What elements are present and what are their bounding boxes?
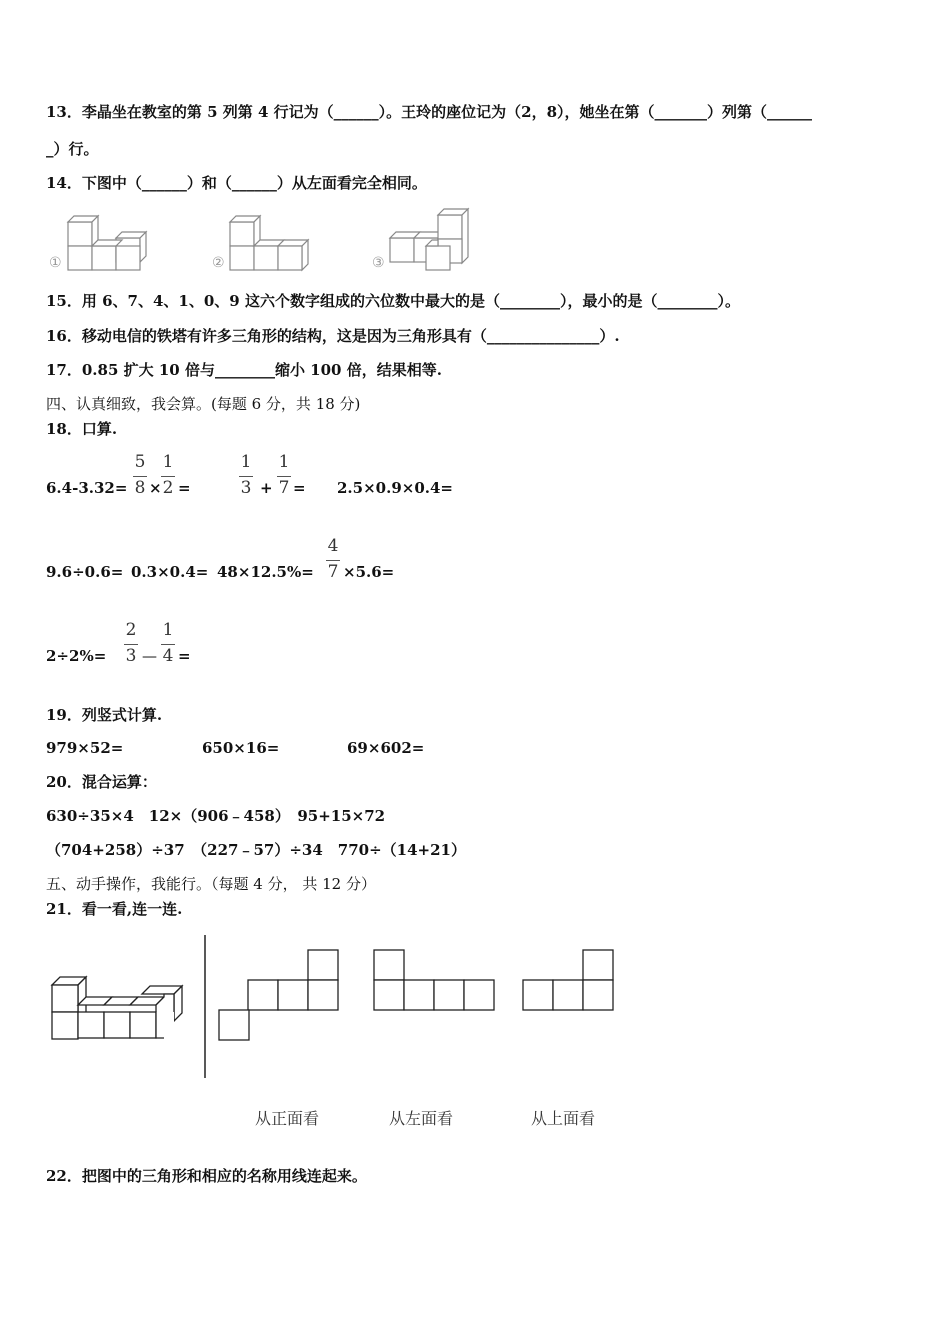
q15-text: 15．用 6、7、4、1、0、9 这六个数字组成的六位数中最大的是（________），最小的是（________）。 — [46, 292, 740, 310]
q20-title: 20．混合运算： — [46, 773, 157, 791]
q21-view-shape-1 — [218, 949, 340, 1041]
q18-r1-eq2: = — [293, 479, 306, 497]
q18-r2-f-den: 7 — [327, 562, 339, 582]
q14-label-1: ① — [49, 255, 62, 271]
q19-item-1: 979×52= — [46, 739, 124, 757]
q14-figure-3 — [370, 205, 485, 275]
q18-r1-f3-num: 1 — [240, 452, 252, 472]
q18-r2-f-num: 4 — [327, 536, 339, 556]
q19-item-2: 650×16= — [202, 739, 280, 757]
q13-line1: 13．李晶坐在教室的第 5 列第 4 行记为（______）。王玲的座位记为（2，8），她坐在第（_______）列第（______ — [46, 103, 813, 121]
section5-title: 五、动手操作，我能行。（每题 4 分， 共 12 分） — [46, 875, 376, 893]
q20-row1: 630÷35×4 12×（906﹣458） 95+15×72 — [46, 807, 386, 825]
q14-label-2: ② — [212, 255, 225, 271]
q18-r1-f2-num: 1 — [162, 452, 174, 472]
q18-r1-f1-num: 5 — [134, 452, 146, 472]
q18-r2-c: 48×12.5%= — [217, 563, 314, 581]
q18-r1-f2-den: 2 — [162, 478, 174, 498]
q21-3d-figure — [46, 970, 186, 1045]
q18-r3-f1-den: 3 — [125, 646, 137, 666]
q18-r3-minus: — — [142, 647, 157, 665]
q18-title: 18．口算. — [46, 420, 118, 438]
q21-caption-left: 从左面看 — [389, 1109, 454, 1128]
q14-figure-1 — [46, 205, 161, 275]
q18-r2-b: 0.3×0.4= — [131, 563, 209, 581]
q18-r1-eq1: = — [178, 479, 191, 497]
q21-caption-front: 从正面看 — [255, 1109, 320, 1128]
q18-r1-a: 6.4-3.32= — [46, 479, 128, 497]
q18-r1-f3-den: 3 — [240, 478, 252, 498]
q16-text: 16．移动电信的铁塔有许多三角形的结构，这是因为三角形具有（_______________）. — [46, 327, 620, 345]
q18-r3-eq: = — [178, 647, 191, 665]
q18-r1-times: × — [149, 479, 162, 497]
q19-title: 19．列竖式计算. — [46, 706, 163, 724]
q18-r3-a: 2÷2%= — [46, 647, 107, 665]
q21-divider — [200, 935, 210, 1080]
q18-r1-f4-den: 7 — [278, 478, 290, 498]
q20-row2: （704+258）÷37 （227﹣57）÷34 770÷（14+21） — [46, 841, 466, 859]
q18-r3-f2-num: 1 — [162, 620, 174, 640]
q22-text: 22．把图中的三角形和相应的名称用线连起来。 — [46, 1167, 367, 1185]
q14-text: 14．下图中（______）和（______）从左面看完全相同。 — [46, 174, 427, 192]
q21-view-shape-3 — [522, 949, 616, 1013]
q18-r1-d: 2.5×0.9×0.4= — [337, 479, 453, 497]
q21-title: 21．看一看,连一连. — [46, 900, 183, 918]
q18-r2-a: 9.6÷0.6= — [46, 563, 124, 581]
q18-r1-f1-den: 8 — [134, 478, 146, 498]
section4-title: 四、认真细致，我会算。(每题 6 分，共 18 分) — [46, 395, 361, 413]
q18-r3-f2-den: 4 — [162, 646, 174, 666]
q18-r1-plus: + — [260, 479, 273, 497]
q14-label-3: ③ — [372, 255, 385, 271]
q17-text: 17．0.85 扩大 10 倍与________缩小 100 倍，结果相等. — [46, 361, 442, 379]
q18-r2-d: ×5.6= — [343, 563, 395, 581]
q21-view-shape-2 — [373, 949, 497, 1013]
q19-item-3: 69×602= — [347, 739, 425, 757]
q21-caption-top: 从上面看 — [531, 1109, 596, 1128]
q14-figure-2 — [210, 205, 325, 275]
q13-line2: _）行。 — [46, 140, 99, 158]
q18-r3-f1-num: 2 — [125, 620, 137, 640]
q18-r1-f4-num: 1 — [278, 452, 290, 472]
